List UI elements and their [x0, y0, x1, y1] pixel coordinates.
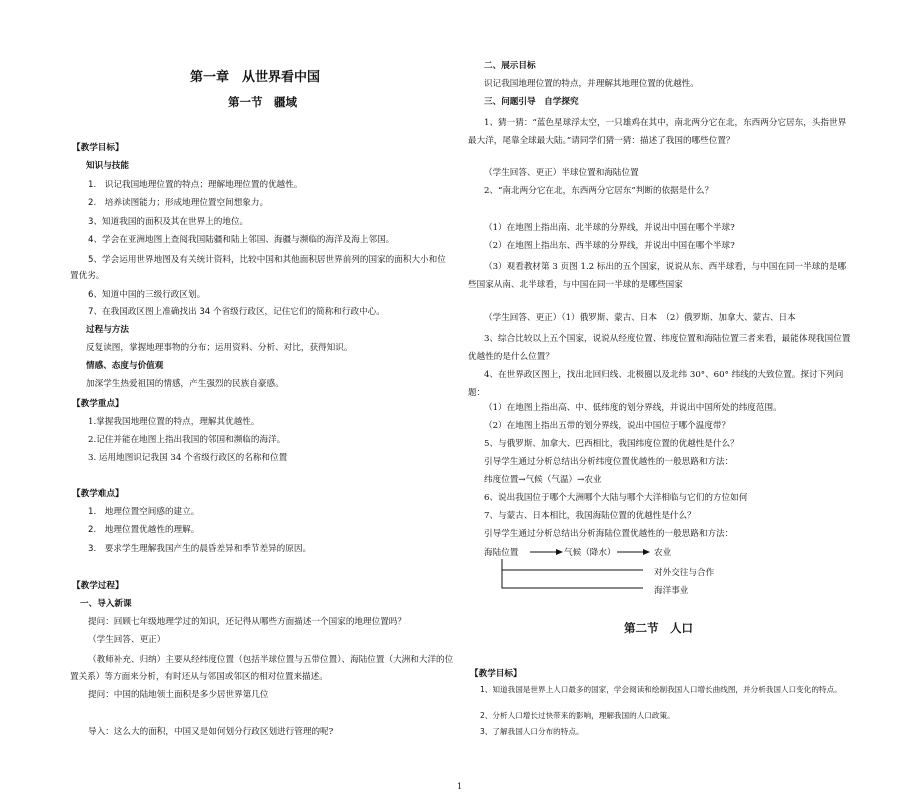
emotion-heading: 情感、态度与价值观: [86, 361, 164, 371]
goal-item: 7、在我国政区图上准确找出 34 个省级行政区，记住它们的简称和行政中心。: [88, 307, 385, 317]
flow-end: 农业: [654, 548, 672, 558]
riddle-question: 1、猜一猜：“蓝色星球浮太空，一只雄鸡在其中，南北两分它在北，东西两分它居东，头指世界最大洋，尾靠全球最大陆。”请同学们猜一猜：描述了我国的哪些位置？: [468, 118, 847, 146]
question-2-3: （3）观看教材第 3 页图 1.2 标出的五个国家，说说从东、西半球看，与中国在同一半球的是哪些国家从南、北半球看，与中国在同一半球的是哪些国家: [468, 262, 847, 290]
goal-item: 6、知道中国的三级行政区划。: [88, 290, 206, 300]
goal2-item: 1、知道我国是世界上人口最多的国家，学会阅读和绘制我国人口增长曲线图，并分析我国人口变化的特点。: [480, 685, 842, 694]
question-2: 2、“南北两分它在北，东西两分它居东”判断的依据是什么？: [484, 186, 714, 196]
goal-item: 4、学会在亚洲地图上查阅我国陆疆和陆上邻国、海疆与濒临的海洋及海上邻国。: [88, 235, 395, 245]
answer-2: （学生回答、更正）（1）俄罗斯、蒙古、日本 （2）俄罗斯、加拿大、蒙古、日本: [484, 313, 796, 323]
difficult-point: 1. 地理位置空间感的建立。: [88, 507, 200, 517]
guide-2: 引导学生通过分析总结出分析海陆位置优越性的一般思路和方法：: [484, 529, 734, 539]
key-point: 2.记住并能在地图上指出我国的邻国和濒临的海洋。: [88, 435, 286, 445]
key-heading: 【教学重点】: [72, 399, 124, 409]
guide-1: 引导学生通过分析总结出分析纬度位置优越性的一般思路和方法：: [484, 457, 734, 467]
emotion-text: 加深学生热爱祖国的情感，产生强烈的民族自豪感。: [86, 379, 284, 389]
question-7: 7、与蒙古、日本相比，我国海陆位置的优越性是什么？: [484, 511, 696, 521]
flow-branch-1: 对外交往与合作: [654, 568, 715, 578]
sea-land-flow-diagram: [468, 0, 858, 798]
knowledge-heading: 知识与技能: [86, 161, 129, 171]
chapter-title: 第一章 从世界看中国: [190, 70, 321, 85]
key-point: 1.掌握我国地理位置的特点，理解其优越性。: [88, 417, 260, 427]
flow-branch-2: 海洋事业: [654, 586, 689, 596]
difficult-point: 2. 地理位置优越性的理解。: [88, 525, 200, 535]
show-text: 识记我国地理位置的特点，并理解其地理位置的优越性。: [484, 79, 699, 89]
latitude-chain: 纬度位置→气候（气温）→农业: [484, 475, 602, 485]
flow-mid: 气候（降水）: [564, 548, 616, 558]
question-6: 6、说出我国位于哪个大洲哪个大陆与哪个大洋相临与它们的方位如何: [484, 493, 748, 503]
section2-title: 第二节 人口: [624, 621, 693, 635]
question-2-2: （2）在地图上指出东、西半球的分界线，并说出中国在哪个半球?: [484, 241, 735, 251]
process-heading: 过程与方法: [86, 325, 129, 335]
goal-item: 5、学会运用世界地图及有关统计资料，比较中国和其他面积居世界前列的国家的面积大小和位置优劣。: [70, 255, 446, 281]
goal-item: 1. 识记我国地理位置的特点；理解地理位置的优越性。: [88, 180, 303, 190]
guide-heading: 三、问题引导 自学探究: [484, 97, 579, 107]
intro-question: 提问：回顾七年级地理学过的知识，还记得从哪些方面描述一个国家的地理位置吗？: [88, 617, 406, 627]
goal-item: 3、知道我国的面积及其在世界上的地位。: [88, 217, 249, 227]
procedure-heading: 【教学过程】: [72, 581, 124, 591]
answer-1: （学生回答、更正）半球位置和海陆位置: [484, 168, 639, 178]
show-heading: 二、展示目标: [484, 61, 536, 71]
question-4-1: （1）在地图上指出高、中、低纬度的划分界线，并说出中国所处的纬度范围。: [484, 403, 782, 413]
goals2-heading: 【教学目标】: [470, 669, 522, 679]
key-point: 3. 运用地图识记我国 34 个省级行政区的名称和位置: [88, 453, 288, 463]
student-answer: （学生回答、更正）: [88, 635, 166, 645]
difficult-heading: 【教学难点】: [72, 489, 124, 499]
question-3: 3、综合比较以上五个国家，说说从经度位置、纬度位置和海陆位置三者来看，最能体现我国位置优越性的是什么位置？: [468, 334, 851, 362]
intro-heading: 一、导入新课: [80, 599, 132, 609]
page-number: 1: [457, 782, 463, 791]
flow-arrowhead-1: [556, 549, 563, 555]
area-question: 提问：中国的陆地领土面积是多少居世界第几位: [88, 690, 269, 700]
goal2-item: 3、了解我国人口分布的特点。: [480, 727, 584, 736]
section-title: 第一节 疆域: [228, 95, 297, 109]
teacher-summary: （教师补充、归纳）主要从经纬度位置（包括半球位置与五带位置）、海陆位置（大洲和大洋的位置关系）等方面来分析，有时还从与邻国或邻区的相对位置来描述。: [70, 655, 454, 682]
question-5: 5、与俄罗斯、加拿大、巴西相比，我国纬度位置的优越性是什么？: [484, 439, 739, 449]
goal-item: 2. 培养读图能力；形成地理位置空间想象力。: [88, 198, 269, 208]
flow-branch-line: [502, 559, 643, 588]
flow-start: 海陆位置: [484, 548, 519, 558]
lead-in: 导入：这么大的面积，中国又是如何划分行政区划进行管理的呢?: [88, 727, 334, 737]
goal2-item: 2、分析人口增长过快带来的影响，理解我国的人口政策。: [480, 711, 675, 720]
process-text: 反复读图，掌握地理事物的分布；运用资料、分析、对比，获得知识。: [86, 343, 353, 353]
question-4-2: （2）在地图上指出五带的划分界线，说出中国位于哪个温度带？: [484, 421, 731, 431]
difficult-point: 3. 要求学生理解我国产生的晨昏差异和季节差异的原因。: [88, 544, 312, 554]
question-2-1: （1）在地图上指出南、北半球的分界线，并说出中国在哪个半球?: [484, 223, 735, 233]
goals-heading: 【教学目标】: [72, 143, 124, 153]
question-4: 4、在世界政区图上，找出北回归线、北极圈以及北纬 30°、60° 纬线的大致位置。探讨下列问题：: [468, 370, 844, 398]
flow-arrowhead-2: [643, 549, 650, 555]
